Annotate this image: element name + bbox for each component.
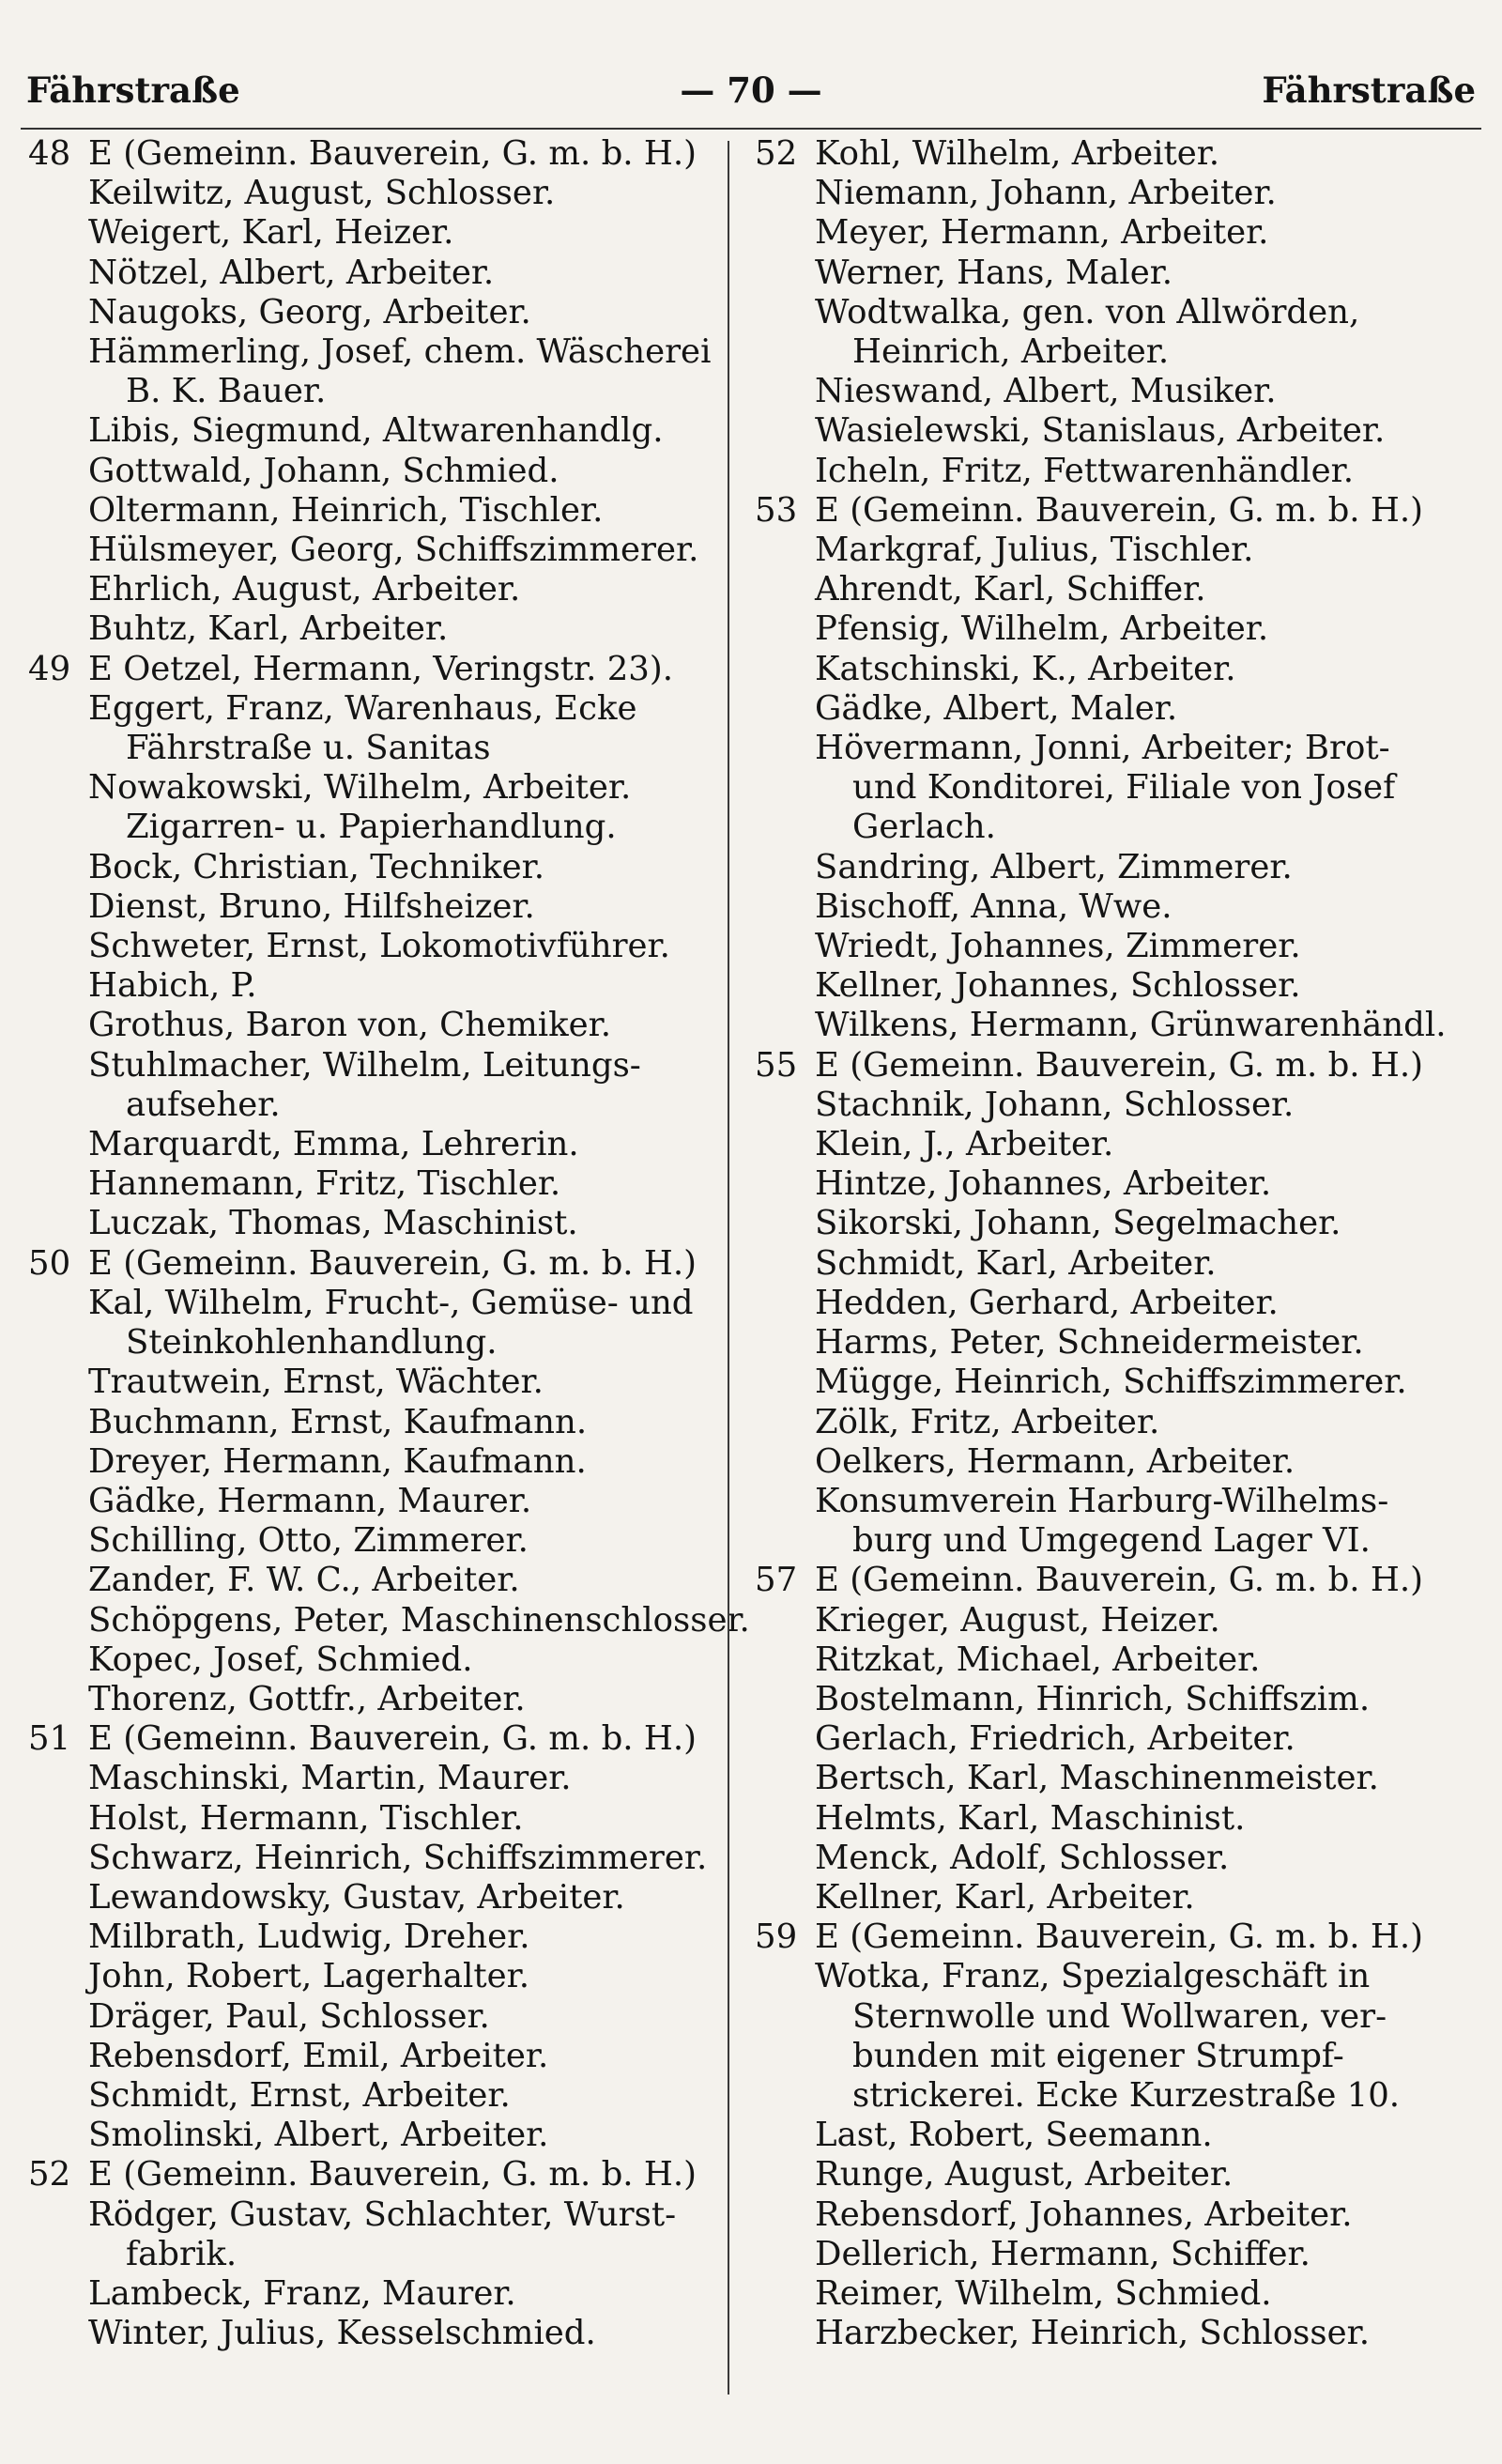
entry-text: Meyer, Hermann, Arbeiter. [815, 213, 1269, 253]
entry-text: Oelkers, Hermann, Arbeiter. [815, 1441, 1295, 1481]
entry-text: Sternwolle und Wollwaren, ver- [852, 1996, 1387, 2036]
entry-text: Oltermann, Heinrich, Tischler. [88, 490, 604, 530]
entry-text: Wilkens, Hermann, Grünwarenhändl. [815, 1006, 1447, 1045]
resident-entry [751, 213, 1457, 253]
entry-text: Gerlach, Friedrich, Arbeiter. [815, 1719, 1295, 1759]
resident-entry [24, 1957, 719, 1996]
house-number: 51 [28, 1719, 71, 1759]
entry-text: Menck, Adolf, Schlosser. [815, 1838, 1230, 1877]
entry-continuation [24, 372, 719, 411]
resident-entry [751, 570, 1457, 609]
resident-entry [24, 2195, 719, 2235]
entry-text: E (Gemeinn. Bauverein, G. m. b. H.) [815, 1045, 1423, 1085]
house-number: 57 [755, 1561, 798, 1600]
resident-entry [751, 2155, 1457, 2194]
entry-text: Bock, Christian, Techniker. [88, 847, 544, 886]
resident-entry [24, 531, 719, 570]
entry-text: Habich, P. [88, 966, 257, 1006]
entry-text: Hedden, Gerhard, Arbeiter. [815, 1283, 1279, 1322]
resident-entry [751, 729, 1457, 768]
entry-text: Schmidt, Karl, Arbeiter. [815, 1243, 1217, 1283]
entry-text: Hövermann, Jonni, Arbeiter; Brot- [815, 729, 1390, 768]
entry-text: Sikorski, Johann, Segelmacher. [815, 1204, 1341, 1243]
resident-entry [24, 768, 719, 808]
entry-continuation [24, 729, 719, 768]
resident-entry [24, 1403, 719, 1442]
house-number-line [24, 650, 719, 689]
column-divider [728, 141, 729, 2395]
entry-text: Eggert, Franz, Warenhaus, Ecke [88, 688, 637, 728]
entry-text: E (Gemeinn. Bauverein, G. m. b. H.) [88, 2155, 697, 2194]
entry-text: Sandring, Albert, Zimmerer. [815, 847, 1293, 886]
resident-entry [751, 1878, 1457, 1917]
left-column [24, 134, 750, 2353]
resident-entry [751, 609, 1457, 649]
entry-text: E Oetzel, Hermann, Veringstr. 23). [88, 649, 674, 688]
entry-text: Wriedt, Johannes, Zimmerer. [815, 927, 1301, 966]
resident-entry [24, 609, 719, 649]
entry-text: Schweter, Ernst, Lokomotivführer. [88, 927, 670, 966]
entry-text: Steinkohlenhandlung. [126, 1323, 498, 1363]
entry-continuation [751, 332, 1457, 372]
entry-text: Keilwitz, August, Schlosser. [88, 174, 556, 213]
resident-entry [751, 1086, 1457, 1125]
entry-text: Wasielewski, Stanislaus, Arbeiter. [815, 411, 1386, 451]
entry-text: burg und Umgegend Lager VI. [852, 1521, 1371, 1561]
entry-text: Ritzkat, Michael, Arbeiter. [815, 1640, 1261, 1679]
entry-text: Pfensig, Wilhelm, Arbeiter. [815, 609, 1269, 649]
entry-text: Smolinski, Albert, Arbeiter. [88, 2116, 549, 2155]
entry-text: Reimer, Wilhelm, Schmied. [815, 2273, 1272, 2313]
entry-text: Lewandowsky, Gustav, Arbeiter. [88, 1877, 625, 1917]
header-street-right: Fährstraße [1262, 69, 1476, 111]
resident-entry [751, 1006, 1457, 1045]
resident-entry [751, 1244, 1457, 1284]
resident-entry [24, 293, 719, 332]
house-number-line [24, 1244, 719, 1284]
entry-continuation [24, 2235, 719, 2274]
entry-text: Kellner, Johannes, Schlosser. [815, 966, 1301, 1006]
resident-entry [24, 848, 719, 887]
house-number-line [24, 2155, 719, 2194]
entry-text: Runge, August, Arbeiter. [815, 2155, 1234, 2194]
entry-text: Bostelmann, Hinrich, Schiffszim. [815, 1679, 1371, 1718]
entry-text: Last, Robert, Seemann. [815, 2116, 1213, 2155]
entry-text: Hülsmeyer, Georg, Schiffszimmerer. [88, 531, 699, 570]
resident-entry [751, 1284, 1457, 1323]
entry-text: Icheln, Fritz, Fettwarenhändler. [815, 451, 1355, 490]
resident-entry [751, 293, 1457, 332]
resident-entry [24, 1363, 719, 1402]
resident-entry [751, 887, 1457, 927]
house-number: 50 [28, 1243, 71, 1283]
entry-text: Schmidt, Ernst, Arbeiter. [88, 2075, 511, 2115]
entry-text: Naugoks, Georg, Arbeiter. [88, 292, 531, 331]
resident-entry [24, 1997, 719, 2037]
resident-entry [751, 2235, 1457, 2274]
entry-text: Gerlach. [852, 808, 996, 847]
resident-entry [24, 2076, 719, 2116]
resident-entry [24, 1640, 719, 1680]
right-column [751, 134, 1457, 2353]
house-number: 49 [28, 649, 71, 688]
house-number-line [751, 134, 1457, 174]
resident-entry [751, 254, 1457, 293]
entry-text: E (Gemeinn. Bauverein, G. m. b. H.) [88, 1243, 697, 1283]
resident-entry [751, 1125, 1457, 1164]
resident-entry [24, 1482, 719, 1521]
entry-text: Winter, Julius, Kesselschmied. [88, 2314, 596, 2353]
house-number-line [751, 1046, 1457, 1086]
entry-text: Rebensdorf, Johannes, Arbeiter. [815, 2194, 1353, 2234]
entry-text: und Konditorei, Filiale von Josef [852, 768, 1396, 808]
entry-text: Rebensdorf, Emil, Arbeiter. [88, 2036, 549, 2075]
resident-entry [751, 1323, 1457, 1363]
resident-entry [751, 2274, 1457, 2314]
house-number: 55 [755, 1045, 798, 1085]
entry-text: Ahrendt, Karl, Schiffer. [815, 570, 1206, 609]
entry-text: Hintze, Johannes, Arbeiter. [815, 1164, 1272, 1204]
resident-entry [24, 1561, 719, 1600]
entry-text: Kellner, Karl, Arbeiter. [815, 1877, 1195, 1917]
entry-text: Marquardt, Emma, Lehrerin. [88, 1125, 579, 1164]
entry-text: Nötzel, Albert, Arbeiter. [88, 253, 495, 292]
entry-text: Krieger, August, Heizer. [815, 1600, 1220, 1640]
entry-text: Ehrlich, August, Arbeiter. [88, 570, 521, 609]
resident-entry [751, 848, 1457, 887]
entry-text: Heinrich, Arbeiter. [852, 332, 1170, 372]
resident-entry [24, 570, 719, 609]
house-number: 48 [28, 134, 71, 173]
entry-text: E (Gemeinn. Bauverein, G. m. b. H.) [88, 134, 697, 173]
entry-text: Konsumverein Harburg-Wilhelms- [815, 1481, 1389, 1520]
entry-text: Rödger, Gustav, Schlachter, Wurst- [88, 2194, 677, 2234]
entry-text: Buhtz, Karl, Arbeiter. [88, 609, 449, 649]
resident-entry [24, 1521, 719, 1561]
resident-entry [24, 2314, 719, 2353]
resident-entry [751, 411, 1457, 451]
resident-entry [751, 1403, 1457, 1442]
entry-text: Weigert, Karl, Heizer. [88, 213, 454, 253]
house-number-line [24, 134, 719, 174]
resident-entry [24, 1284, 719, 1323]
entry-text: Gädke, Hermann, Maurer. [88, 1481, 532, 1520]
resident-entry [751, 1759, 1457, 1798]
entry-continuation [24, 808, 719, 847]
entry-text: Niemann, Johann, Arbeiter. [815, 174, 1277, 213]
resident-entry [751, 2195, 1457, 2235]
entry-text: Fährstraße u. Sanitas [126, 729, 491, 768]
resident-entry [24, 174, 719, 213]
house-number: 52 [28, 2155, 71, 2194]
house-number-line [751, 1561, 1457, 1600]
entry-text: Zander, F. W. C., Arbeiter. [88, 1561, 520, 1600]
header-rule [21, 128, 1481, 130]
entry-text: John, Robert, Lagerhalter. [88, 1957, 529, 1996]
resident-entry [24, 1600, 750, 1640]
house-number-line [24, 1719, 719, 1759]
entry-text: Maschinski, Martin, Maurer. [88, 1759, 572, 1798]
resident-entry [24, 1680, 719, 1719]
entry-text: Schöpgens, Peter, Maschinenschlosser. [88, 1600, 750, 1640]
entry-text: Harms, Peter, Schneidermeister. [815, 1323, 1364, 1363]
entry-text: Wodtwalka, gen. von Allwörden, [815, 292, 1360, 331]
house-number: 59 [755, 1917, 798, 1957]
entry-continuation [751, 1997, 1457, 2037]
entry-text: Schwarz, Heinrich, Schiffszimmerer. [88, 1838, 708, 1877]
running-header [26, 69, 1476, 122]
entry-text: Gottwald, Johann, Schmied. [88, 451, 559, 490]
entry-text: Markgraf, Julius, Tischler. [815, 531, 1254, 570]
entry-text: Libis, Siegmund, Altwarenhandlg. [88, 411, 664, 451]
resident-entry [24, 1839, 719, 1878]
resident-entry [751, 1680, 1457, 1719]
header-street-left: Fährstraße [26, 69, 240, 111]
resident-entry [751, 174, 1457, 213]
entry-continuation [751, 808, 1457, 847]
entry-text: E (Gemeinn. Bauverein, G. m. b. H.) [815, 1561, 1423, 1600]
entry-text: Dreyer, Hermann, Kaufmann. [88, 1441, 587, 1481]
resident-entry [24, 1204, 719, 1243]
page-number: — 70 — [680, 69, 822, 111]
resident-entry [751, 927, 1457, 966]
entry-text: Nowakowski, Wilhelm, Arbeiter. [88, 768, 632, 808]
resident-entry [751, 1601, 1457, 1640]
resident-entry [751, 1839, 1457, 1878]
resident-entry [24, 254, 719, 293]
entry-text: Dräger, Paul, Schlosser. [88, 1996, 490, 2036]
resident-entry [24, 966, 719, 1006]
resident-entry [751, 1363, 1457, 1402]
resident-entry [24, 2274, 719, 2314]
resident-entry [24, 1006, 719, 1045]
entry-text: Mügge, Heinrich, Schiffszimmerer. [815, 1363, 1407, 1402]
entry-text: Klein, J., Arbeiter. [815, 1125, 1114, 1164]
resident-entry [24, 1799, 719, 1839]
resident-entry [751, 372, 1457, 411]
resident-entry [751, 1957, 1457, 1996]
entry-text: Katschinski, K., Arbeiter. [815, 649, 1236, 688]
entry-text: Bischoff, Anna, Wwe. [815, 886, 1172, 926]
entry-continuation [751, 2076, 1457, 2116]
entry-text: Helmts, Karl, Maschinist. [815, 1798, 1246, 1838]
resident-entry [751, 531, 1457, 570]
entry-continuation [751, 1521, 1457, 1561]
resident-entry [24, 1046, 719, 1086]
entry-text: Zölk, Fritz, Arbeiter. [815, 1402, 1160, 1441]
resident-entry [24, 332, 719, 372]
resident-entry [751, 452, 1457, 491]
entry-text: Lambeck, Franz, Maurer. [88, 2273, 516, 2313]
house-number-line [751, 491, 1457, 531]
resident-entry [751, 1719, 1457, 1759]
entry-text: aufseher. [126, 1085, 281, 1124]
entry-text: Zigarren- u. Papierhandlung. [126, 808, 617, 847]
resident-entry [24, 1442, 719, 1482]
resident-entry [24, 689, 719, 729]
entry-text: Buchmann, Ernst, Kaufmann. [88, 1402, 588, 1441]
entry-text: bunden mit eigener Strumpf- [852, 2036, 1344, 2075]
house-number: 53 [755, 490, 798, 530]
entry-text: Wotka, Franz, Spezialgeschäft in [815, 1957, 1371, 1996]
entry-continuation [24, 1086, 719, 1125]
resident-entry [24, 1878, 719, 1917]
entry-text: Nieswand, Albert, Musiker. [815, 372, 1277, 411]
entry-text: Hämmerling, Josef, chem. Wäscherei [88, 332, 712, 372]
entry-text: Hannemann, Fritz, Tischler. [88, 1164, 561, 1204]
entry-text: Gädke, Albert, Maler. [815, 688, 1178, 728]
entry-text: Stuhlmacher, Wilhelm, Leitungs- [88, 1045, 641, 1085]
entry-text: E (Gemeinn. Bauverein, G. m. b. H.) [88, 1719, 697, 1759]
resident-entry [24, 2116, 719, 2155]
entry-text: E (Gemeinn. Bauverein, G. m. b. H.) [815, 490, 1423, 530]
entry-text: Harzbecker, Heinrich, Schlosser. [815, 2314, 1370, 2353]
resident-entry [751, 1482, 1457, 1521]
resident-entry [24, 491, 719, 531]
entry-text: strickerei. Ecke Kurzestraße 10. [852, 2075, 1401, 2115]
entry-text: Trautwein, Ernst, Wächter. [88, 1363, 544, 1402]
resident-entry [24, 452, 719, 491]
resident-entry [751, 1442, 1457, 1482]
resident-entry [751, 1799, 1457, 1839]
entry-text: E (Gemeinn. Bauverein, G. m. b. H.) [815, 1917, 1423, 1957]
entry-text: B. K. Bauer. [126, 372, 327, 411]
resident-entry [751, 650, 1457, 689]
entry-text: Kopec, Josef, Schmied. [88, 1640, 473, 1679]
entry-text: Dienst, Bruno, Hilfsheizer. [88, 886, 535, 926]
resident-entry [24, 1917, 719, 1957]
entry-continuation [751, 2037, 1457, 2076]
entry-text: Luczak, Thomas, Maschinist. [88, 1204, 578, 1243]
house-number: 52 [755, 134, 798, 173]
entry-text: Kohl, Wilhelm, Arbeiter. [815, 134, 1220, 173]
resident-entry [24, 887, 719, 927]
resident-entry [751, 1204, 1457, 1243]
resident-entry [24, 213, 719, 253]
resident-entry [24, 411, 719, 451]
entry-continuation [751, 768, 1457, 808]
resident-entry [751, 689, 1457, 729]
entry-text: Bertsch, Karl, Maschinenmeister. [815, 1759, 1379, 1798]
entry-text: Schilling, Otto, Zimmerer. [88, 1521, 529, 1561]
entry-text: Thorenz, Gottfr., Arbeiter. [88, 1679, 526, 1718]
resident-entry [751, 1640, 1457, 1680]
entry-text: Stachnik, Johann, Schlosser. [815, 1085, 1295, 1124]
entry-text: Grothus, Baron von, Chemiker. [88, 1006, 612, 1045]
entry-continuation [24, 1323, 719, 1363]
entry-text: Holst, Hermann, Tischler. [88, 1798, 524, 1838]
resident-entry [24, 1759, 719, 1798]
entry-text: Kal, Wilhelm, Frucht-, Gemüse- und [88, 1283, 694, 1322]
resident-entry [24, 927, 719, 966]
house-number-line [751, 1917, 1457, 1957]
resident-entry [751, 1164, 1457, 1204]
entry-text: Werner, Hans, Maler. [815, 253, 1173, 292]
resident-entry [24, 1164, 719, 1204]
entry-text: Milbrath, Ludwig, Dreher. [88, 1917, 530, 1957]
resident-entry [24, 1125, 719, 1164]
resident-entry [24, 2037, 719, 2076]
resident-entry [751, 966, 1457, 1006]
resident-entry [751, 2116, 1457, 2155]
entry-text: Dellerich, Hermann, Schiffer. [815, 2234, 1310, 2273]
resident-entry [751, 2314, 1457, 2353]
entry-text: fabrik. [126, 2234, 238, 2273]
